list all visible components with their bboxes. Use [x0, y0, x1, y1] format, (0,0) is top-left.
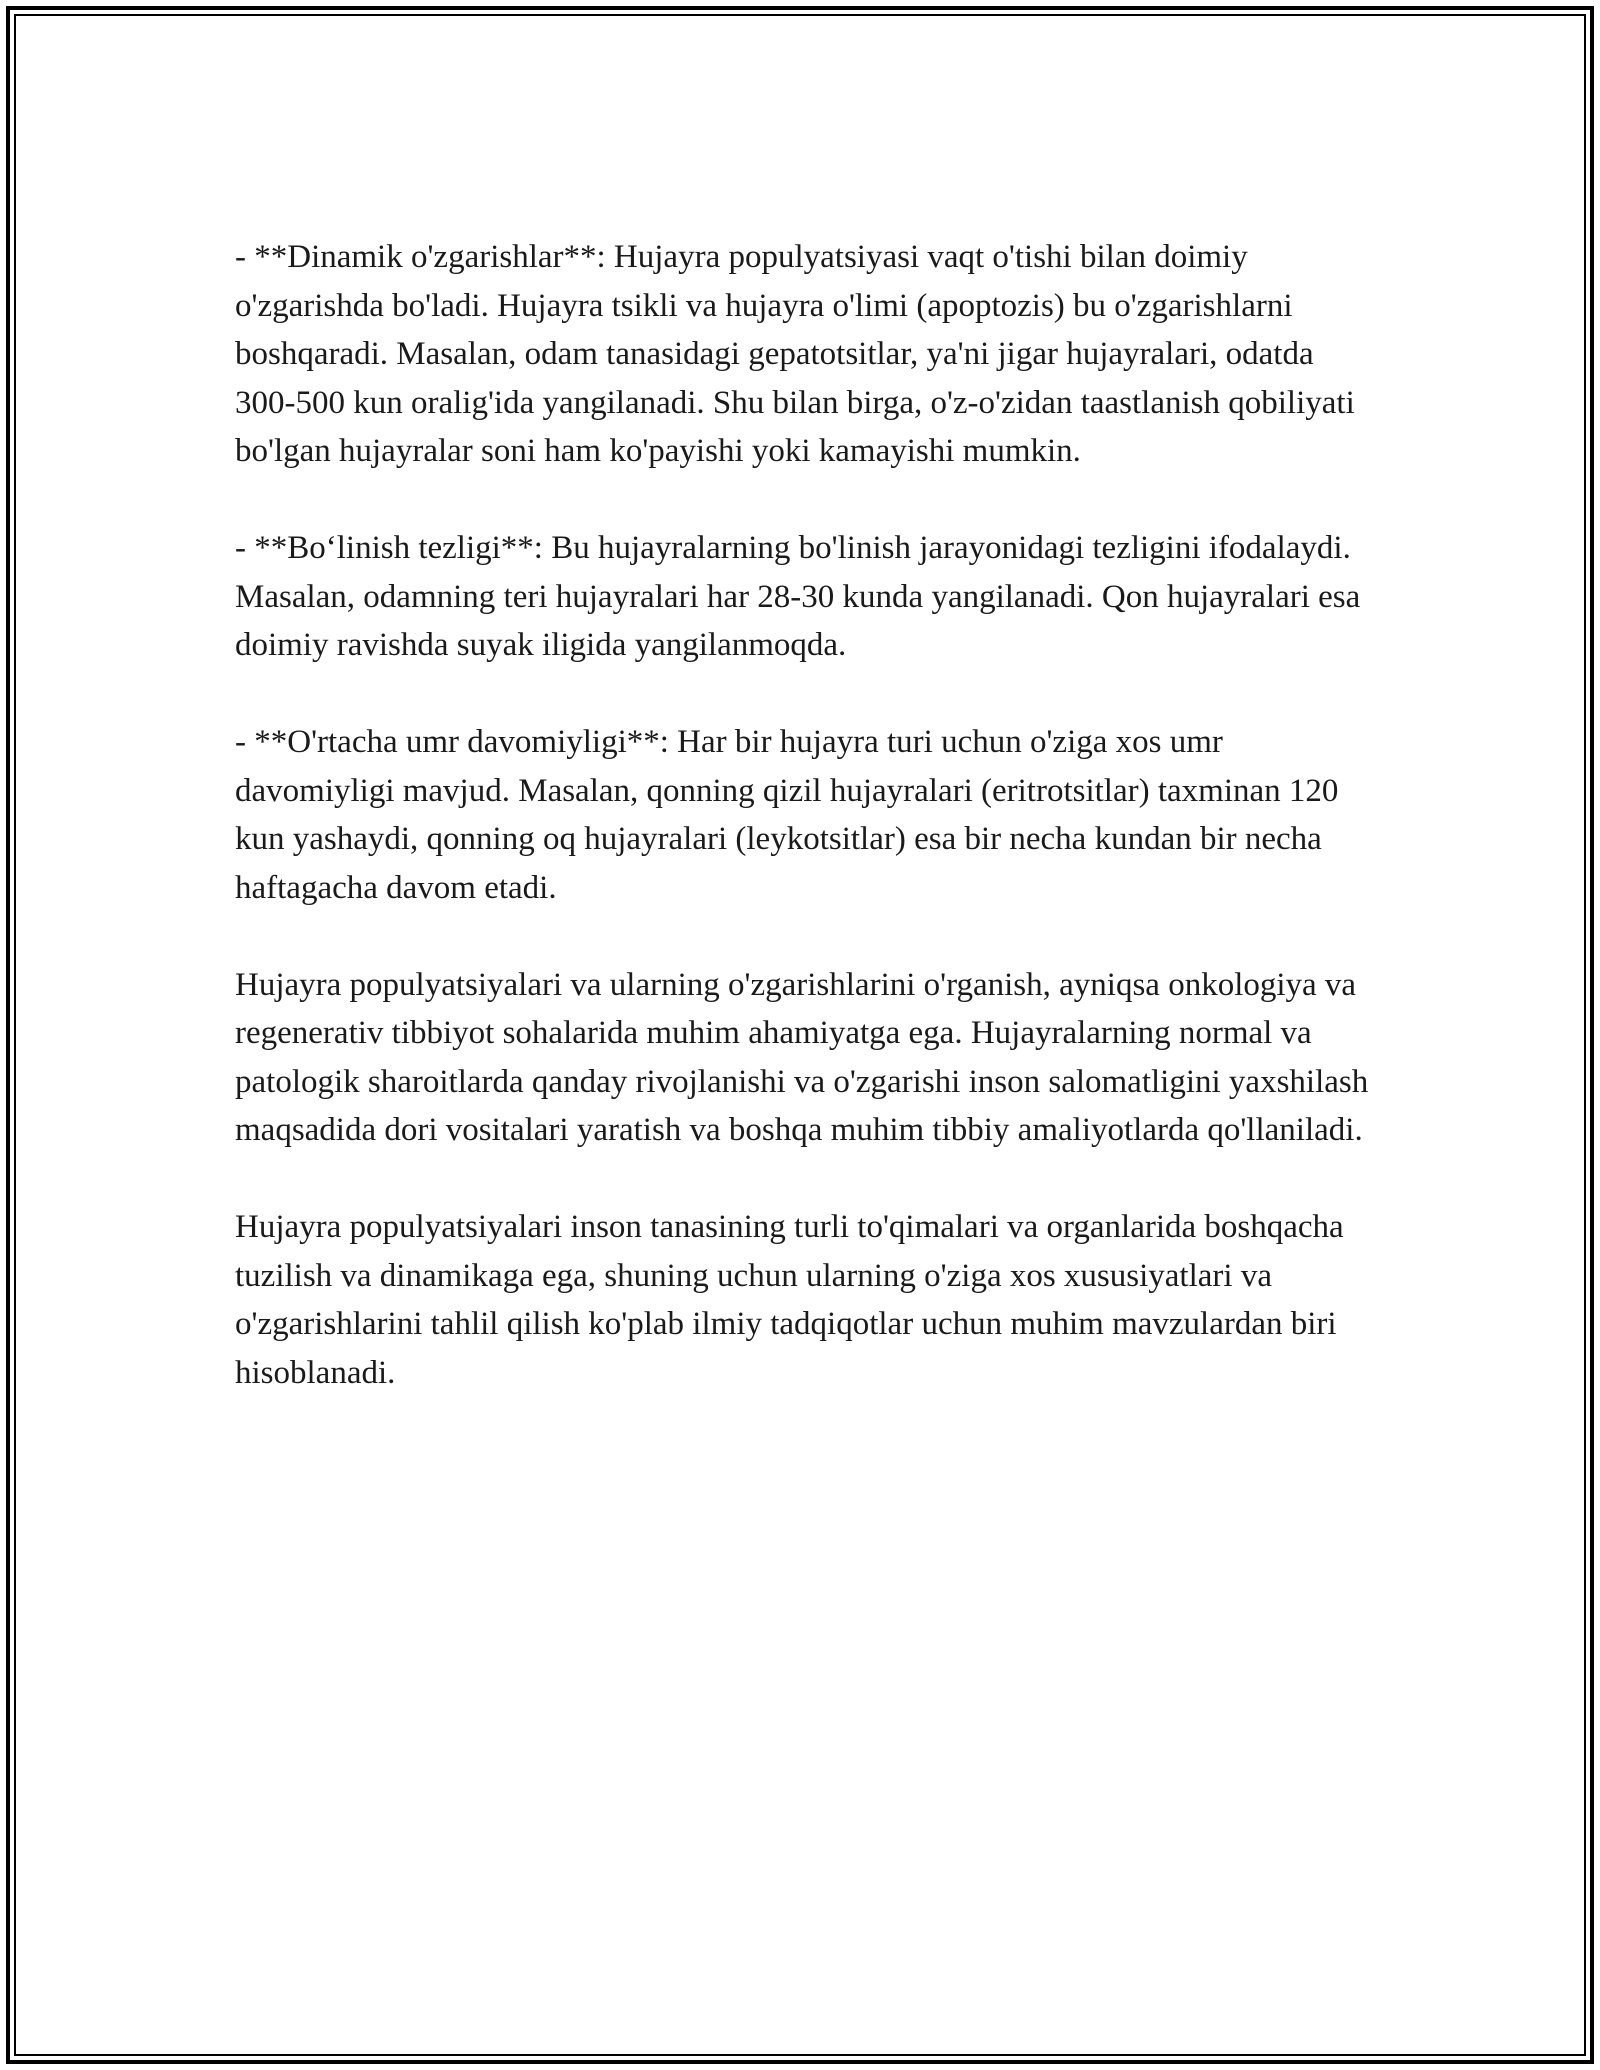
paragraph-tissue-dynamics: Hujayra populyatsiyalari inson tanasining turli to'qimalari va organlarida boshqacha tuzilish va dinamikaga ega, shuning uchun ularning o'ziga xos xususiyatlari va o'zgarishlarini tahlil qilish ko'plab ilmiy tadqiqotlar uchun muhim mavzulardan biri hisoblanadi.	[235, 1209, 1344, 1391]
paragraph-research-importance: Hujayra populyatsiyalari va ularning o'zgarishlarini o'rganish, ayniqsa onkologiya va regenerativ tibbiyot sohalarida muhim ahamiyatga ega. Hujayralarning normal va patologik sharoitlarda qanday rivojlanishi va o'zgarishi inson salomatligini yaxshilash maqsadida dori vositalari yaratish va boshqa muhim tibbiy amaliyotlarda qo'llaniladi.	[235, 966, 1369, 1148]
paragraph-average-lifespan: - **O'rtacha umr davomiyligi**: Har bir hujayra turi uchun o'ziga xos umr davomiyligi mavjud. Masalan, qonning qizil hujayralari (eritrotsitlar) taxminan 120 kun yashaydi, qonning oq hujayralari (leykotsitlar) esa bir necha kundan bir necha haftagacha davom etadi.	[235, 724, 1339, 906]
paragraph-division-rate: - **Bo‘linish tezligi**: Bu hujayralarning bo'linish jarayonidagi tezligini ifodalaydi. Masalan, odamning teri hujayralari har 28-30 kunda yangilanadi. Qon hujayralari esa doimiy ravishda suyak iligida yangilanmoqda.	[235, 530, 1361, 663]
paragraph-dynamic-changes: - **Dinamik o'zgarishlar**: Hujayra populyatsiyasi vaqt o'tishi bilan doimiy o'zgarishda bo'ladi. Hujayra tsikli va hujayra o'limi (apoptozis) bu o'zgarishlarni boshqaradi. Masalan, odam tanasidagi gepatotsitlar, ya'ni jigar hujayralari, odatda 300-500 kun oralig'ida yangilanadi. Shu bilan birga, o'z-o'zidan taastlanish qobiliyati bo'lgan hujayralar soni ham ko'payishi yoki kamayishi mumkin.	[235, 239, 1355, 469]
document-body	[235, 233, 1375, 1446]
